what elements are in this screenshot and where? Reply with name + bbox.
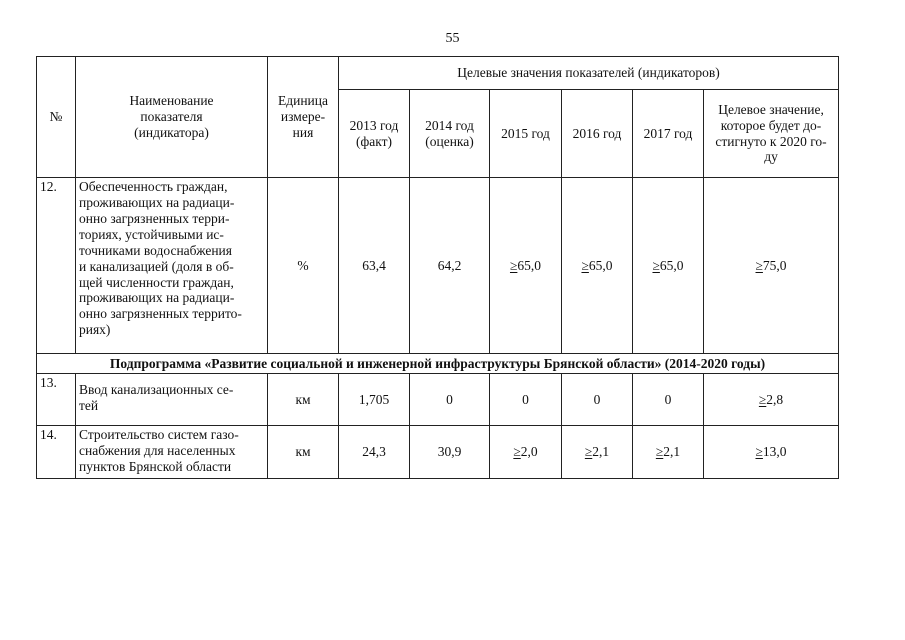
value-cell	[339, 178, 410, 354]
value-text: 0	[593, 391, 601, 407]
ge-sign: ≥	[652, 257, 660, 273]
value-text: 2,0	[520, 444, 538, 460]
value-cell	[704, 426, 839, 479]
value-cell	[704, 178, 839, 354]
value-cell	[490, 374, 562, 426]
value-cell	[410, 178, 490, 354]
header-targets-group: Целевые значения показателей (индикаторов)	[339, 57, 839, 90]
value-cell	[339, 374, 410, 426]
header-unit: Единица измере- ния	[268, 57, 339, 178]
value-text: 1,705	[358, 391, 390, 407]
value-text: 13,0	[762, 444, 787, 460]
table-row	[37, 374, 839, 426]
value-text: 0	[522, 391, 529, 407]
value-text: 0	[446, 391, 453, 407]
value-cell	[633, 374, 704, 426]
unit-cell: км	[268, 374, 339, 426]
subprogram-row	[37, 354, 839, 374]
ge-sign: ≥	[509, 257, 518, 273]
value-text: 2,8	[766, 391, 784, 407]
ge-sign: ≥	[513, 444, 521, 460]
value-cell	[410, 374, 490, 426]
value-text: 75,0	[762, 257, 787, 273]
unit-cell: %	[268, 178, 339, 354]
header-year-2013: 2013 год (факт)	[339, 90, 410, 178]
header-name: Наименование показателя (индикатора)	[76, 57, 268, 178]
header-year-2015: 2015 год	[490, 90, 562, 178]
indicators-table	[36, 56, 839, 479]
value-text: 24,3	[362, 444, 386, 460]
value-cell	[704, 374, 839, 426]
ge-sign: ≥	[755, 257, 763, 273]
ge-sign: ≥	[584, 444, 593, 460]
header-year-2017: 2017 год	[633, 90, 704, 178]
value-text: 30,9	[437, 444, 462, 460]
header-year-2016: 2016 год	[562, 90, 633, 178]
header-no: №	[37, 57, 76, 178]
value-text: 2,1	[592, 444, 610, 460]
value-cell	[562, 374, 633, 426]
value-cell	[562, 178, 633, 354]
value-text: 65,0	[517, 257, 542, 273]
ge-sign: ≥	[655, 444, 664, 460]
table-row	[37, 426, 839, 479]
value-cell	[633, 426, 704, 479]
page-number: 55	[445, 31, 460, 46]
subprogram-title: Подпрограмма «Развитие социальной и инженерной инфраструктуры Брянской области» (2014-2020 годы)	[37, 354, 839, 374]
value-text: 2,1	[663, 444, 681, 460]
indicator-name: Ввод канализационных се- тей	[76, 374, 268, 426]
ge-sign: ≥	[581, 257, 589, 273]
header-row-1	[37, 57, 839, 90]
row-number: 14.	[37, 426, 76, 479]
value-text: 64,2	[437, 257, 462, 273]
value-cell	[410, 426, 490, 479]
indicator-name: Обеспеченность граждан, проживающих на радиаци- онно загрязненных терри- ториях, устойчивыми ис- точниками водоснабжения и канализацией (доля в об- щей численности граждан, проживающих на радиаци- онно загрязненных террито- риях)	[76, 178, 268, 354]
value-text: 65,0	[659, 257, 684, 273]
table-row	[37, 178, 839, 354]
value-cell	[562, 426, 633, 479]
value-cell	[490, 178, 562, 354]
value-text: 0	[664, 391, 672, 407]
header-target-2020: Целевое значение, которое будет до- стигнуто к 2020 го- ду	[704, 90, 839, 178]
ge-sign: ≥	[758, 391, 767, 407]
value-cell	[339, 426, 410, 479]
row-number: 13.	[37, 374, 76, 426]
unit-cell: км	[268, 426, 339, 479]
value-text: 63,4	[362, 257, 386, 273]
row-number: 12.	[37, 178, 76, 354]
value-text: 65,0	[588, 257, 613, 273]
indicator-name: Строительство систем газо- снабжения для населенных пунктов Брянской области	[76, 426, 268, 479]
value-cell	[490, 426, 562, 479]
ge-sign: ≥	[755, 444, 763, 460]
value-cell	[633, 178, 704, 354]
header-year-2014: 2014 год (оценка)	[410, 90, 490, 178]
